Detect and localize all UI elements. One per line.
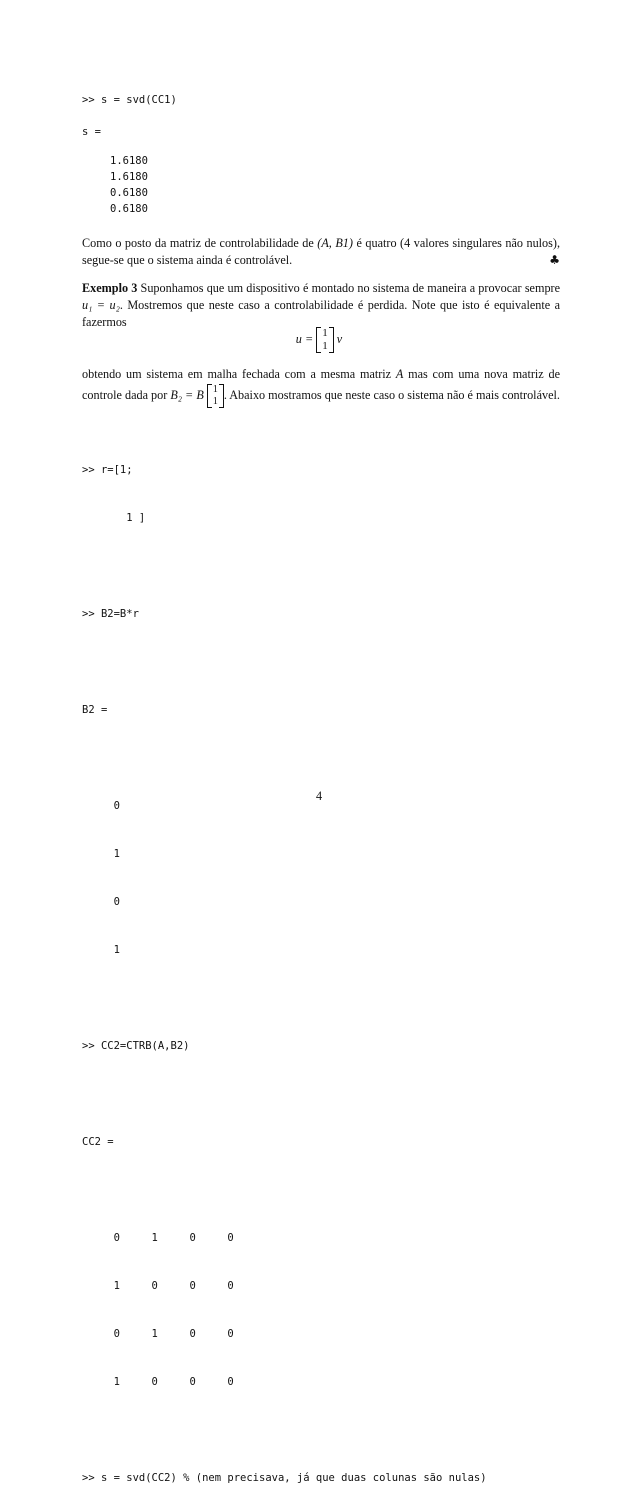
code-line: >> B2=B*r	[82, 608, 139, 620]
display-equation	[0, 327, 638, 353]
paragraph-text: Como o posto da matriz de controlabilidade de	[82, 236, 318, 250]
code-value: 1.6180	[110, 155, 148, 167]
math-inline: (A, B1)	[317, 236, 353, 250]
code-line	[82, 1182, 487, 1198]
code-block-2	[82, 430, 487, 1502]
example-heading: Exemplo 3	[82, 281, 138, 295]
code-line: 0 1 0 0	[82, 1232, 234, 1244]
example-3-paragraph	[82, 280, 560, 331]
code-line	[82, 1422, 487, 1438]
code-value: 0.6180	[110, 187, 148, 199]
code-line: 0	[82, 896, 120, 908]
code-line: 0	[82, 800, 120, 812]
code-line: CC2 =	[82, 1136, 114, 1148]
code-line: 1	[82, 944, 120, 956]
equation-lhs: u =	[295, 331, 314, 346]
code-line	[82, 558, 487, 574]
code-line: >> s = svd(CC2) % (nem precisava, já que duas colunas são nulas)	[82, 1472, 487, 1484]
math-inline: u₁ = u₂	[82, 298, 120, 312]
paragraph-text: é quatro (4 valores singulares não nulos), segue-se que o sistema ainda é controlável.	[82, 236, 560, 267]
code-line: >> CC2=CTRB(A,B2)	[82, 1040, 190, 1052]
code-line	[82, 1086, 487, 1102]
code-line: 1	[82, 848, 120, 860]
paragraph-controllability	[82, 235, 560, 269]
paragraph-closed-loop	[82, 365, 560, 408]
end-of-example-club-icon: ♣	[549, 253, 560, 267]
code-line	[82, 990, 487, 1006]
code-line: >> r=[1;	[82, 464, 133, 476]
matrix-entry: 1	[322, 340, 328, 352]
paragraph-text: . Abaixo mostramos que neste caso o sistema não é mais controlável.	[223, 387, 560, 402]
code-value: 0.6180	[110, 203, 148, 215]
math-inline: A	[395, 367, 404, 381]
code-line	[82, 654, 487, 670]
paragraph-text: mas com uma nova matriz de controle dada por	[82, 367, 560, 402]
code-command-svd-cc1: >> s = svd(CC1)	[82, 94, 177, 106]
math-inline: B₂ = B	[170, 387, 204, 402]
paragraph-text: Suponhamos que um dispositivo é montado no sistema de maneira a provocar sempre	[137, 281, 561, 295]
equation-rhs: v	[336, 331, 343, 346]
code-variable-s: s =	[82, 126, 101, 138]
matrix-entry: 1	[212, 384, 218, 395]
code-line: 1 0 0 0	[82, 1280, 234, 1292]
paragraph-text: . Mostremos que neste caso a controlabilidade é perdida. Note que isto é equivalente a fazermos	[82, 298, 561, 329]
code-value: 1.6180	[110, 171, 148, 183]
inline-column-matrix	[207, 384, 224, 408]
matrix-entry: 1	[322, 327, 328, 339]
paragraph-text: obtendo um sistema em malha fechada com a mesma matriz	[82, 367, 396, 381]
column-matrix	[316, 327, 334, 353]
matrix-entry: 1	[212, 396, 218, 407]
code-line	[82, 750, 487, 766]
page-number: 4	[315, 789, 323, 803]
code-line: 1 ]	[82, 512, 146, 524]
code-line: B2 =	[82, 704, 108, 716]
code-line: 0 1 0 0	[82, 1328, 234, 1340]
code-line: 1 0 0 0	[82, 1376, 234, 1388]
